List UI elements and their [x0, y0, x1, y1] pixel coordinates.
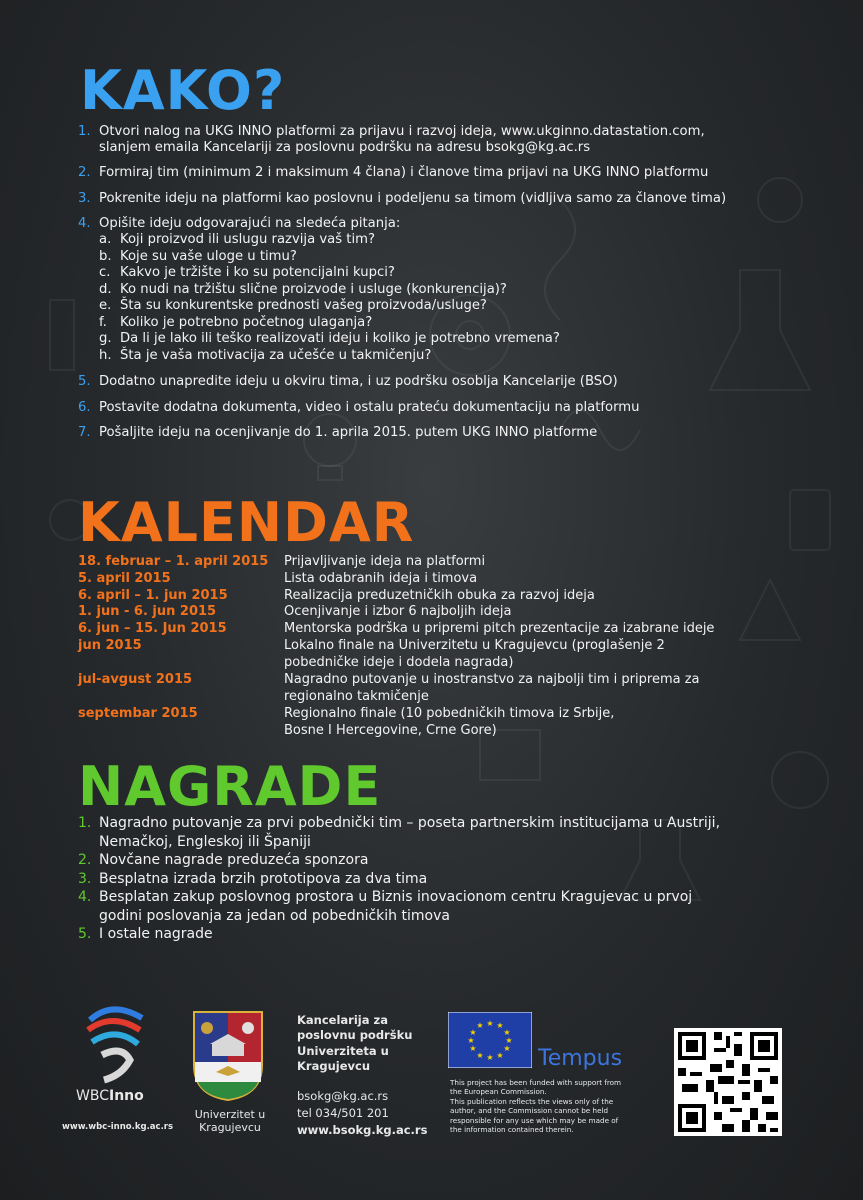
svg-text:★: ★ [505, 1036, 513, 1045]
svg-text:★: ★ [496, 1021, 504, 1030]
svg-text:★: ★ [503, 1028, 511, 1037]
step-number: 3. [78, 191, 91, 206]
bso-name: Kancelarija za poslovnu podršku Univerziteta u Kragujevcu [297, 1013, 413, 1074]
calendar-desc: Lista odabranih ideja i timova [284, 570, 478, 586]
calendar-date: septembar 2015 [78, 706, 198, 721]
calendar-date: 18. februar – 1. april 2015 [78, 554, 269, 569]
step-number: 4. [78, 216, 91, 231]
step-number: 2. [78, 165, 91, 180]
calendar-desc: Nagradno putovanje u inostranstvo za najbolji tim i priprema za [284, 672, 700, 687]
calendar-date: 6. jun – 15. Jun 2015 [78, 621, 227, 637]
wbcinno-logo [82, 1000, 152, 1085]
calendar-desc: pobedničke ideje i dodela nagrada) [284, 654, 514, 670]
bso-email[interactable]: bsokg@kg.ac.rs [297, 1089, 389, 1103]
university-label: Univerzitet u Kragujevcu [194, 1108, 266, 1134]
calendar-desc: regionalno takmičenje [284, 688, 429, 704]
step-text: Pokrenite ideju na platformi kao poslovnu i podeljenu sa timom (vidljiva samo za članove tima) [99, 191, 727, 206]
step-text: Otvori nalog na UKG INNO platformi za prijavu i razvoj ideja, www.ukginno.datastation.com, [99, 124, 705, 139]
calendar-desc: Bosne I Hercegovine, Crne Gore) [284, 722, 497, 738]
svg-text:★: ★ [469, 1028, 477, 1037]
kalendar-heading: KALENDAR [78, 491, 415, 554]
calendar-date: 1. jun - 6. jun 2015 [78, 604, 217, 620]
nagrade-heading: NAGRADE [78, 755, 382, 818]
calendar-date: jul-avgust 2015 [78, 672, 193, 687]
bso-tel: tel 034/501 201 [297, 1106, 389, 1120]
wbcinno-url: www.wbc-inno.kg.ac.rs [62, 1122, 174, 1132]
svg-text:★: ★ [469, 1044, 477, 1053]
svg-text:★: ★ [496, 1051, 504, 1060]
calendar-date: 6. april – 1. jun 2015 [78, 587, 228, 603]
step-text: slanjem emaila Kancelariji za poslovnu podršku na adresu bsokg@kg.ac.rs [99, 140, 591, 155]
svg-text:★: ★ [486, 1019, 494, 1028]
bso-contact [297, 1088, 427, 1139]
calendar-desc: Realizacija preduzetničkih obuka za razvoj ideja [284, 587, 595, 603]
eu-flag-icon [448, 1012, 532, 1068]
calendar-desc: Regionalno finale (10 pobedničkih timova iz Srbije, [284, 706, 615, 721]
kako-heading: KAKO? [80, 59, 286, 122]
tempus-label: Tempus [538, 1046, 623, 1071]
step-text: Postavite dodatna dokumenta, video i ostalu prateću dokumentaciju na platformu [99, 400, 640, 415]
calendar-desc: Mentorska podrška u pripremi pitch prezentacije za izabrane ideje [284, 621, 715, 637]
step-number: 7. [78, 425, 91, 440]
bso-url[interactable]: www.bsokg.kg.ac.rs [297, 1123, 428, 1137]
svg-text:★: ★ [467, 1036, 475, 1045]
calendar-desc: Prijavljivanje ideja na platformi [284, 554, 486, 569]
svg-text:★: ★ [486, 1053, 494, 1062]
svg-text:★: ★ [476, 1021, 484, 1030]
calendar-desc: Lokalno finale na Univerzitetu u Kragujevcu (proglašenje 2 [284, 638, 665, 653]
step-number: 1. [78, 124, 91, 139]
svg-text:★: ★ [503, 1044, 511, 1053]
step-text: Opišite ideju odgovarajući na sledeća pitanja: [99, 216, 401, 231]
step-number: 5. [78, 374, 91, 389]
university-crest [192, 1010, 264, 1102]
calendar-date: 5. april 2015 [78, 570, 171, 586]
wbcinno-name: WBCInno [76, 1088, 144, 1104]
step-text: Pošaljite ideju na ocenjivanje do 1. aprila 2015. putem UKG INNO platforme [99, 425, 598, 440]
eu-disclaimer: This project has been funded with support from the European Commission. This publication reflects the views only of the author, and the Commission cannot be held responsible for any use which may be made of the information contained therein. [450, 1078, 622, 1135]
step-text: Dodatno unapredite ideju u okviru tima, i uz podršku osoblja Kancelarije (BSO) [99, 374, 618, 389]
step-text: Formiraj tim (minimum 2 i maksimum 4 člana) i članove tima prijavi na UKG INNO platformu [99, 165, 709, 180]
calendar-desc: Ocenjivanje i izbor 6 najboljih ideja [284, 604, 512, 620]
qr-code[interactable] [674, 1028, 782, 1136]
step-number: 6. [78, 400, 91, 415]
calendar-date: jun 2015 [78, 638, 142, 653]
svg-text:★: ★ [476, 1051, 484, 1060]
